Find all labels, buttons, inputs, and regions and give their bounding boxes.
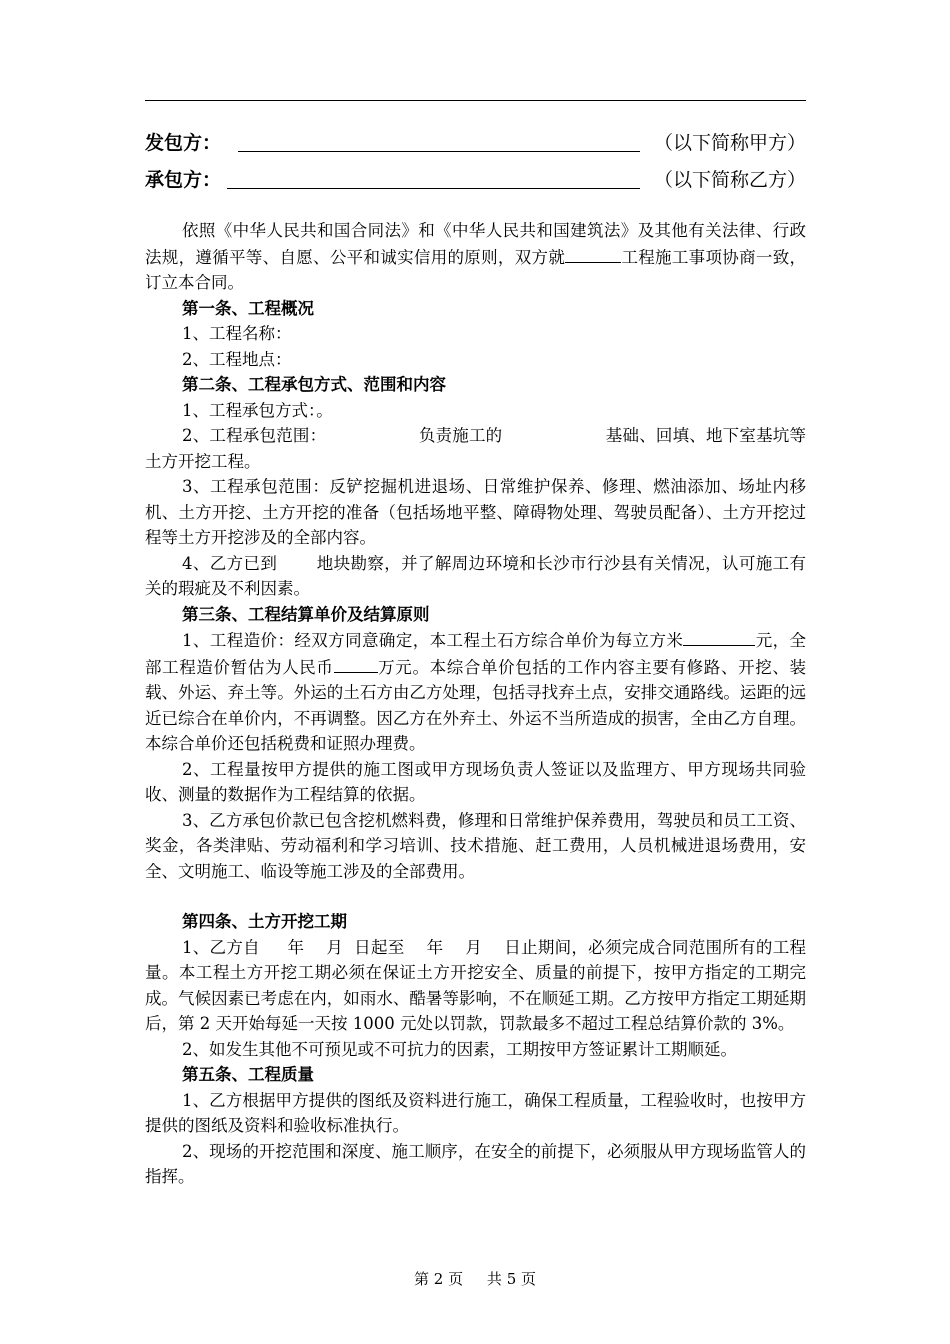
party-b-label: 承包方： [145,169,222,191]
article-4-item-1: 1、乙方自 年 月 日起至 年 月 日止期间，必须完成合同范围所有的工程量。本工程土方开挖工期必须在保证土方开挖安全、质量的前提下，按甲方指定的工期完成。气候因素已考虑在内，如雨水、酷暑等影响，不在顺延工期。乙方按甲方指定工期延期后，第 2 天开始每延一天按 1000 元处以罚款，罚款最多不超过工程总结算价款的 3%。 [145,937,806,1033]
party-a-note: （以下简称甲方） [653,132,806,154]
project-name-blank [565,244,621,263]
total-cost-blank [334,654,378,673]
article-2-item-1: 1、工程承包方式：。 [182,400,333,420]
article-3-item-1: 1、工程造价：经双方同意确定，本工程土石方综合单价为每立方米 元，全部工程造价暂估为人民币 万元。本综合单价包括的工作内容主要有修路、开挖、装载、外运、弃土等。外运的土石方由乙方处理，包括寻找弃土点，安排交通路线。运距的远近已综合在单价内，不再调整。因乙方在外弃土、外运不当所造成的损害，全由乙方自理。本综合单价还包括税费和证照办理费。 [145,627,806,757]
article-2-item-2: 2、工程承包范围： 负责施工的 基础、回填、地下室基坑等土方开挖工程。 [145,426,806,471]
party-a-blank [238,151,640,152]
article-4-item-2: 2、如发生其他不可预见或不可抗力的因素，工期按甲方签证累计工期顺延。 [182,1039,737,1059]
unit-price-blank [683,627,755,646]
article-4-title: 第四条、土方开挖工期 [182,912,347,931]
article-5-item-1: 1、乙方根据甲方提供的图纸及资料进行施工，确保工程质量，工程验收时，也按甲方提供的图纸及资料和验收标准执行。 [145,1090,806,1135]
party-a-row [145,126,806,160]
page-footer: 第 2 页 共 5 页 [414,1270,536,1288]
article-1-item-2: 2、工程地点： [182,349,292,369]
article-2-item-3: 3、工程承包范围：反铲挖掘机进退场、日常维护保养、修理、燃油添加、场址内移机、土方开挖、土方开挖的准备（包括场地平整、障碍物处理、驾驶员配备）、土方开挖过程等土方开挖涉及的全部内容。 [145,477,806,547]
article-1-title: 第一条、工程概况 [182,298,314,318]
blank-line [145,884,806,909]
header-rule [145,100,806,101]
party-b-note: （以下简称乙方） [653,169,806,191]
article-3-item-3: 3、乙方承包价款已包含挖机燃料费，修理和日常维护保养费用，驾驶员和员工工资、奖金，各类津贴、劳动福利和学习培训、技术措施、赶工费用，人员机械进退场费用，安全、文明施工、临设等施工涉及的全部费用。 [145,810,806,881]
article-3-title: 第三条、工程结算单价及结算原则 [182,604,430,624]
contract-body [145,218,806,1190]
article-3-item-2: 2、工程量按甲方提供的施工图或甲方现场负责人签证以及监理方、甲方现场共同验收、测量的数据作为工程结算的依据。 [145,759,806,804]
article-5-item-2: 2、现场的开挖范围和深度、施工顺序，在安全的前提下，必须服从甲方现场监管人的指挥。 [145,1141,806,1186]
article-1-item-1: 1、工程名称： [182,324,292,343]
party-b-blank [227,188,640,189]
article-5-title: 第五条、工程质量 [182,1065,314,1084]
article-2-item-4: 4、乙方已到 地块勘察，并了解周边环境和长沙市行沙县有关情况，认可施工有关的瑕疵及不利因素。 [145,553,806,598]
intro-paragraph: 依照《中华人民共和国合同法》和《中华人民共和国建筑法》及其他有关法律、行政法规，遵循平等、自愿、公平和诚实信用的原则，双方就 工程施工事项协商一致，订立本合同。 [145,221,807,292]
article-2-title: 第二条、工程承包方式、范围和内容 [182,375,446,394]
party-b-row [145,163,806,197]
party-a-label: 发包方： [145,132,222,154]
